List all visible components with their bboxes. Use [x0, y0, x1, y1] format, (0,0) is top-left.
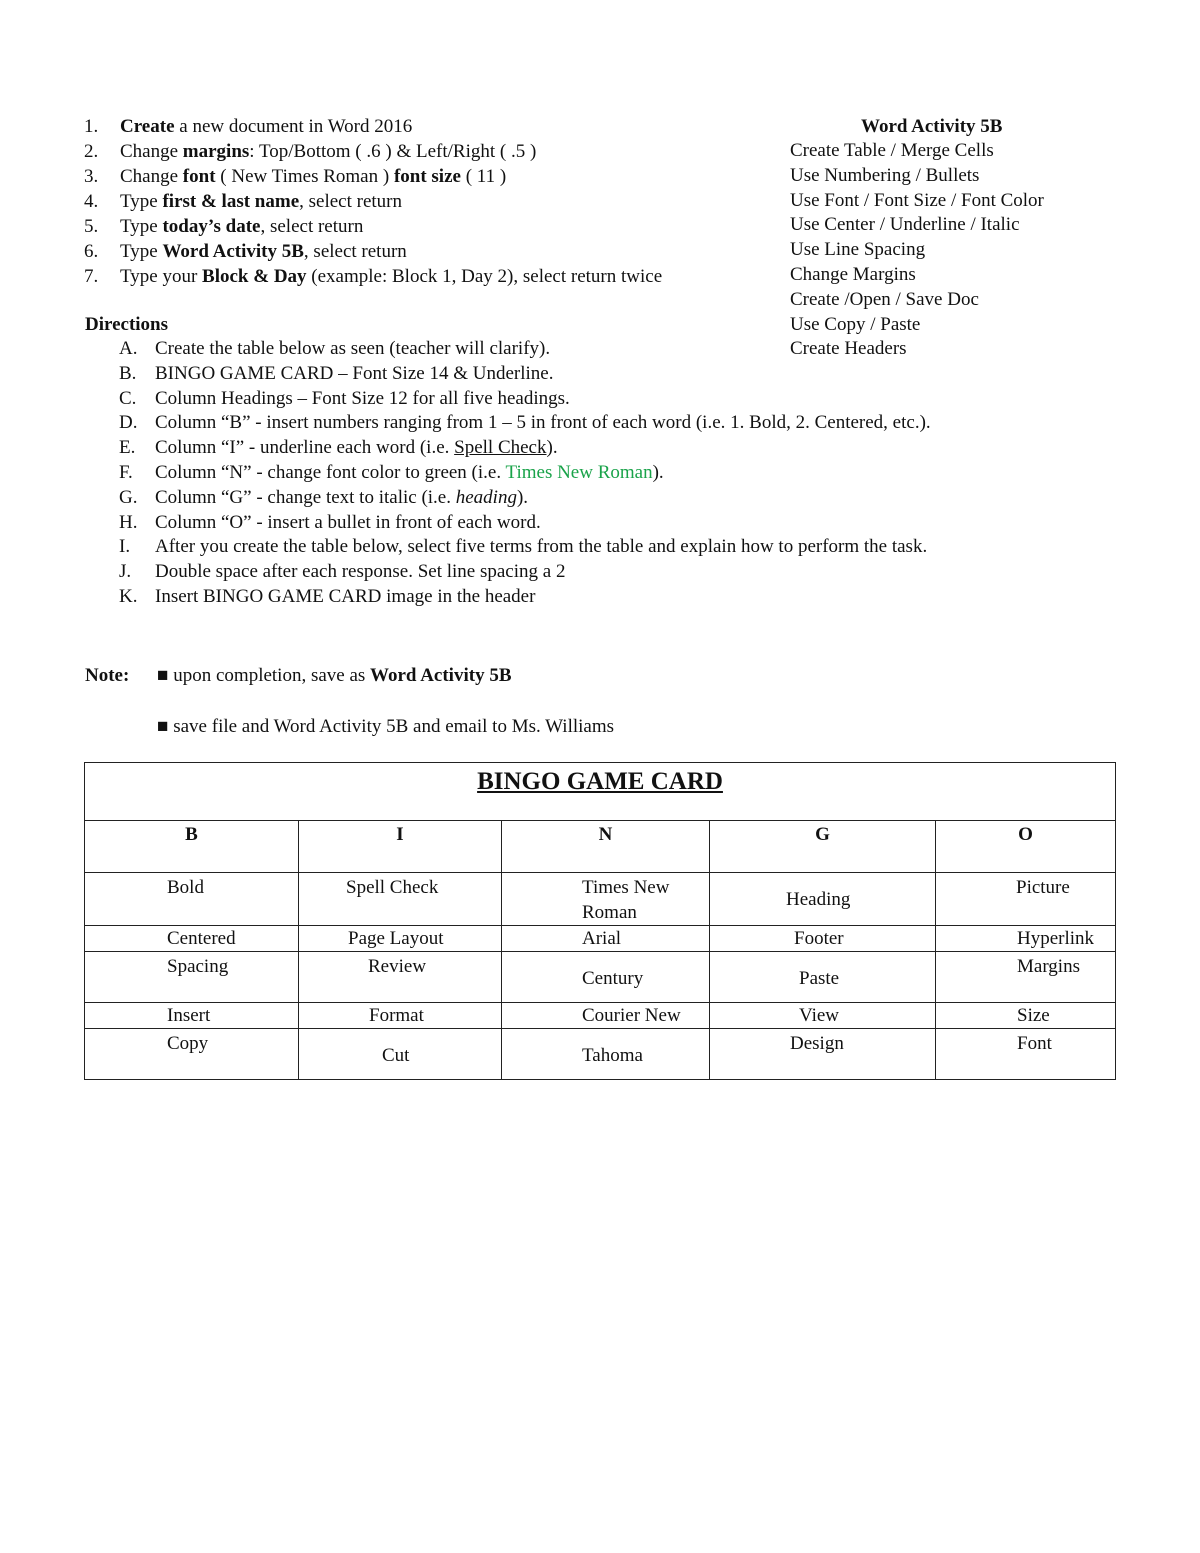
bingo-cell-text: View: [799, 1005, 840, 1026]
bingo-cell-text: Format: [369, 1005, 424, 1026]
direction-item: [119, 387, 1179, 412]
direction-letter: D.: [119, 412, 138, 434]
direction-item: [119, 411, 1179, 436]
italic-text: heading: [455, 486, 517, 508]
bingo-cell-text: Font: [1017, 1033, 1052, 1054]
bingo-cell: [936, 873, 1116, 926]
bingo-cell-text: Footer: [794, 928, 844, 949]
text: Change: [120, 141, 183, 162]
note-line-2: ■ save file and Word Activity 5B and email to Ms. Williams: [157, 716, 615, 737]
text: Column “G” - change text to italic (i.e.: [155, 486, 456, 508]
bingo-cell: [299, 1003, 502, 1029]
text: Type: [120, 216, 163, 237]
bold-text: first & last name: [162, 191, 300, 212]
bingo-cell: [299, 926, 502, 952]
bingo-cell: [936, 926, 1116, 952]
text: Type: [120, 191, 163, 212]
skills-list: [790, 114, 1190, 362]
column-header-label: N: [598, 824, 613, 845]
bingo-cell: [299, 952, 502, 1003]
skill-item: Use Copy / Paste: [790, 313, 921, 335]
direction-letter: E.: [119, 437, 136, 459]
step-number: 6.: [84, 241, 99, 262]
bingo-table: [84, 762, 1116, 1080]
step-number: 5.: [84, 216, 99, 237]
direction-letter: B.: [119, 362, 137, 384]
text: ).: [652, 461, 664, 483]
direction-letter: F.: [119, 461, 133, 483]
bingo-cell: [936, 1003, 1116, 1029]
bingo-cell: [502, 1029, 710, 1080]
bingo-row: [85, 1029, 1116, 1080]
text: BINGO GAME CARD – Font Size 14 & Underline.: [155, 362, 554, 384]
bingo-row: [85, 926, 1116, 952]
bingo-cell: [502, 873, 710, 926]
bold-text: font: [182, 166, 216, 187]
step-item: [84, 264, 784, 289]
bingo-cell-text: [502, 873, 709, 925]
directions-heading: Directions: [85, 314, 169, 335]
bingo-cell: [85, 873, 299, 926]
bingo-cell: [502, 926, 710, 952]
skill-item: Use Numbering / Bullets: [790, 164, 980, 186]
text: , select return: [260, 216, 364, 237]
column-header-label: G: [815, 824, 830, 845]
bingo-cell-text: Cut: [382, 1045, 410, 1066]
step-number: 3.: [84, 166, 99, 187]
column-header-n: [502, 821, 710, 873]
direction-letter: J.: [119, 561, 132, 583]
bingo-cell: [710, 873, 936, 926]
text: Column “O” - insert a bullet in front of each word.: [155, 511, 541, 533]
skill-item: Create Table / Merge Cells: [790, 140, 994, 161]
bingo-header-row: [85, 821, 1116, 873]
text: Column “N” - change font color to green (i.e.: [155, 461, 506, 483]
bingo-cell: [299, 873, 502, 926]
bingo-cell-text: Courier New: [582, 1005, 681, 1026]
skill-item: Create /Open / Save Doc: [790, 288, 979, 310]
direction-item: [119, 436, 1179, 461]
direction-item: [119, 560, 1179, 585]
text: Insert BINGO GAME CARD image in the header: [155, 585, 536, 607]
bingo-cell-text: Arial: [582, 928, 622, 949]
bingo-cell-text: Spell Check: [346, 877, 439, 898]
step-item: [84, 214, 784, 239]
bingo-cell-text: Century: [582, 968, 644, 989]
step-item: [84, 189, 784, 214]
direction-item: [119, 362, 1179, 387]
bingo-cell-text: Margins: [1017, 956, 1080, 977]
bingo-cell-line: Times New: [582, 877, 670, 898]
bingo-cell: [502, 952, 710, 1003]
text: Change: [120, 166, 183, 187]
text: a new document in Word 2016: [174, 116, 413, 137]
skill-item: Change Margins: [790, 263, 916, 285]
bingo-cell: [710, 926, 936, 952]
directions-list: [119, 337, 1179, 610]
bingo-cell-text: Picture: [1016, 877, 1070, 898]
bingo-cell: [85, 1003, 299, 1029]
text: Type: [120, 241, 163, 262]
bingo-cell: [85, 926, 299, 952]
column-header-label: O: [1018, 824, 1033, 845]
bingo-cell-text: Insert: [167, 1005, 211, 1026]
bingo-cell-text: Paste: [799, 968, 840, 989]
step-number: 7.: [84, 266, 99, 287]
bingo-cell-text: Design: [790, 1033, 844, 1054]
direction-item: [119, 337, 1179, 362]
bingo-title: BINGO GAME CARD: [477, 768, 723, 795]
direction-item: [119, 535, 1179, 560]
text: Column “I” - underline each word (i.e.: [155, 437, 455, 459]
bingo-cell-text: Spacing: [167, 956, 229, 977]
text: ).: [516, 486, 529, 508]
bingo-cell-line: Roman: [582, 902, 637, 923]
note-line-1: [85, 663, 512, 689]
bold-text: Create: [120, 116, 175, 137]
bingo-cell-text: Review: [368, 956, 427, 977]
bingo-title-cell: [85, 763, 1116, 821]
direction-letter: I.: [119, 536, 131, 558]
bingo-row: [85, 873, 1116, 926]
text: ( New Times Roman ): [215, 166, 394, 187]
bold-text: Word Activity 5B: [162, 241, 304, 262]
column-header-g: [710, 821, 936, 873]
bold-text: font size: [393, 166, 461, 187]
green-text: Times New Roman: [505, 461, 653, 483]
text: , select return: [303, 241, 407, 262]
bingo-cell: [502, 1003, 710, 1029]
bingo-cell: [299, 1029, 502, 1080]
direction-letter: A.: [119, 338, 138, 359]
step-number: 1.: [84, 116, 99, 137]
bingo-cell: [710, 952, 936, 1003]
text: Create the table below as seen (teacher will clarify).: [155, 338, 551, 359]
column-header-i: [299, 821, 502, 873]
step-number: 2.: [84, 141, 99, 162]
skill-item: Use Center / Underline / Italic: [790, 214, 1020, 236]
text: Double space after each response. Set line spacing a 2: [155, 561, 566, 583]
bingo-cell-text: Hyperlink: [1017, 928, 1095, 949]
direction-letter: G.: [119, 486, 138, 508]
bold-text: margins: [182, 141, 250, 162]
text: Type your: [120, 266, 203, 287]
bingo-row: [85, 1003, 1116, 1029]
column-header-b: [85, 821, 299, 873]
text: ).: [546, 437, 558, 459]
step-item: [84, 239, 784, 264]
bingo-cell-text: Copy: [167, 1033, 209, 1054]
bingo-cell: [85, 952, 299, 1003]
text: : Top/Bottom ( .6 ) & Left/Right ( .5 ): [249, 141, 537, 162]
note-label: Note:: [85, 665, 130, 686]
bingo-cell-text: Bold: [167, 877, 204, 898]
direction-item: [119, 486, 1179, 511]
skill-item: Create Headers: [790, 338, 907, 360]
direction-letter: H.: [119, 511, 138, 533]
text: (example: Block 1, Day 2), select return twice: [306, 266, 663, 287]
step-item: [84, 164, 784, 189]
note-bold-text: Word Activity 5B: [370, 665, 512, 686]
step-item: [84, 114, 784, 139]
direction-letter: K.: [119, 585, 138, 607]
bingo-cell: [936, 952, 1116, 1003]
activity-title: Word Activity 5B: [861, 116, 1003, 137]
bingo-row: [85, 952, 1116, 1003]
bold-text: Block & Day: [202, 266, 307, 287]
skill-item: Use Font / Font Size / Font Color: [790, 189, 1044, 211]
text: Column “B” - insert numbers ranging from 1 – 5 in front of each word (i.e. 1. Bold, 2. Centered, etc.).: [155, 412, 931, 434]
skill-item: Use Line Spacing: [790, 239, 926, 261]
column-header-label: I: [396, 824, 404, 845]
note-text-1: ■ upon completion, save as: [157, 665, 371, 686]
bingo-cell: [710, 1003, 936, 1029]
step-number: 4.: [84, 191, 99, 212]
direction-item: [119, 461, 1179, 486]
text: After you create the table below, select five terms from the table and explain how to perform the task.: [155, 536, 928, 558]
direction-item: [119, 585, 1179, 610]
direction-letter: C.: [119, 387, 137, 409]
bingo-cell-text: Heading: [786, 889, 851, 910]
text: ( 11 ): [460, 166, 507, 187]
steps-list: [84, 114, 784, 289]
step-item: [84, 139, 784, 164]
bingo-cell-text: Centered: [167, 928, 236, 949]
text: , select return: [299, 191, 403, 212]
bingo-cell: [85, 1029, 299, 1080]
column-header-o: [936, 821, 1116, 873]
underlined-text: Spell Check: [454, 437, 547, 459]
text: Column Headings – Font Size 12 for all five headings.: [155, 387, 570, 409]
bingo-cell: [710, 1029, 936, 1080]
bingo-cell-text: Tahoma: [582, 1045, 643, 1066]
bingo-cell-text: Size: [1017, 1005, 1050, 1026]
bold-text: today’s date: [162, 216, 261, 237]
direction-item: [119, 511, 1179, 536]
column-header-label: B: [185, 824, 198, 845]
bingo-cell-text: Page Layout: [348, 928, 444, 949]
bingo-cell: [936, 1029, 1116, 1080]
